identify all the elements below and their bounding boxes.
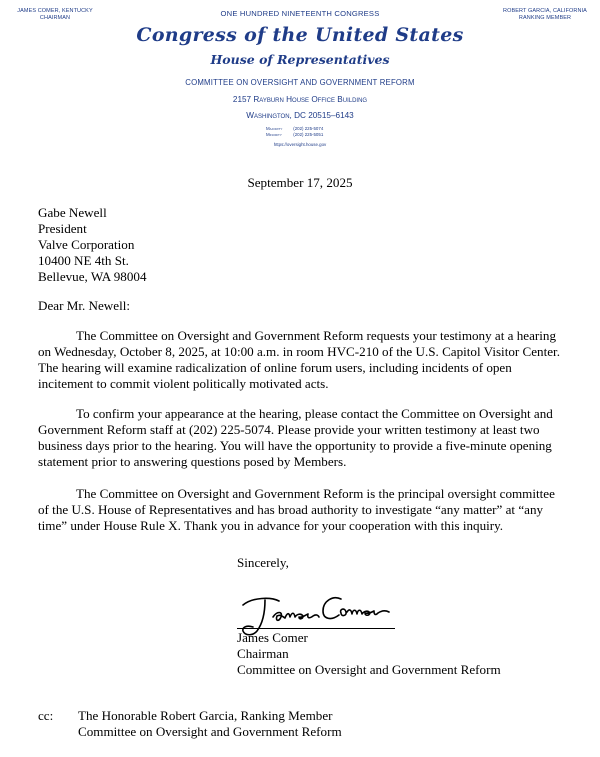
majority-label: Majority (266, 126, 283, 131)
office-address-line1: 2157 Rayburn House Office Building (232, 95, 368, 104)
signature-line (237, 628, 395, 629)
signer-name: James Comer (237, 630, 308, 645)
recipient-company: Valve Corporation (38, 237, 135, 252)
house-title: House of Representatives (210, 52, 390, 67)
paragraph-hearing-request (38, 328, 562, 392)
cc-line-1: The Honorable Robert Garcia, Ranking Member (78, 708, 333, 723)
signer-title: Chairman (237, 646, 289, 661)
signer-block (237, 630, 501, 678)
paragraph-2-text: To confirm your appearance at the hearing, please contact the Committee on Oversight and Government Reform staff at (202) 225-5074. Please provide your written testimony at least two business days prior to the hearing. You will have the opportunity to provide a five-minute opening statement prior to answering questions posed by Members. (38, 406, 553, 469)
minority-phone: (202) 225-5051 (293, 132, 324, 137)
recipient-address (38, 205, 147, 285)
chairman-name: JAMES COMER, KENTUCKY (17, 8, 93, 14)
committee-name: COMMITTEE ON OVERSIGHT AND GOVERNMENT REFORM (185, 78, 415, 87)
cc-recipient (78, 708, 342, 740)
congress-number: ONE HUNDRED NINETEENTH CONGRESS (220, 9, 380, 18)
office-address-line2: Washington, DC 20515–6143 (246, 111, 354, 120)
paragraph-committee-authority (38, 486, 562, 534)
closing: Sincerely, (237, 555, 289, 570)
recipient-city: Bellevue, WA 98004 (38, 269, 147, 284)
chairman-title: CHAIRMAN (39, 15, 71, 21)
salutation: Dear Mr. Newell: (38, 298, 130, 313)
phone-numbers (266, 126, 323, 138)
ranking-name: ROBERT GARCIA, CALIFORNIA (503, 8, 587, 14)
recipient-name: Gabe Newell (38, 205, 107, 220)
cc-label: cc: (38, 708, 54, 723)
majority-phone: (202) 225-5074 (293, 126, 324, 131)
recipient-title: President (38, 221, 87, 236)
congress-title: Congress of the United States (136, 24, 464, 46)
ranking-title: RANKING MEMBER (518, 15, 572, 21)
minority-label: Minority (266, 132, 282, 137)
cc-line-2: Committee on Oversight and Government Reform (78, 724, 342, 739)
letter-date: September 17, 2025 (247, 175, 353, 190)
signer-committee: Committee on Oversight and Government Reform (237, 662, 501, 677)
paragraph-confirmation (38, 406, 562, 470)
website-link[interactable]: https://oversight.house.gov (273, 142, 327, 147)
paragraph-3-text: The Committee on Oversight and Government Reform is the principal oversight committee of the U.S. House of Representatives and has broad authority to investigate “any matter” at “any time” under House Rule X. Thank you in advance for your cooperation with this inquiry. (38, 486, 555, 533)
recipient-street: 10400 NE 4th St. (38, 253, 129, 268)
paragraph-1-text: The Committee on Oversight and Government Reform requests your testimony at a hearing on Wednesday, October 8, 2025, at 10:00 a.m. in room HVC-210 of the U.S. Capitol Visitor Center. The hearing will examine radicalization of online forum users, including incidents of open incitement to commit violent politically motivated acts. (38, 328, 560, 391)
letterhead-ranking-member (500, 8, 590, 22)
